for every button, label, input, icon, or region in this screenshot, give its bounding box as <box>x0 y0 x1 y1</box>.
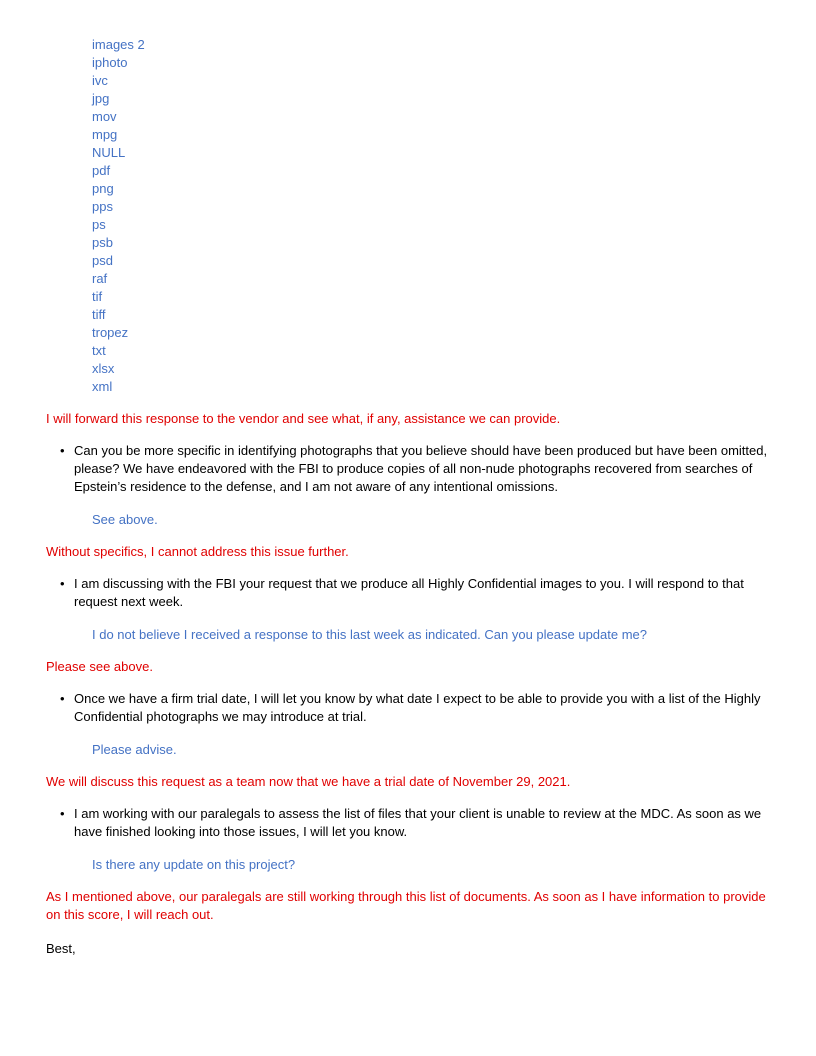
list-item: mpg <box>92 127 118 142</box>
bullet-text: I am working with our paralegals to assess the list of files that your client is unable to review at the MDC. As soon as we have finished looking into those issues, I will let you know. <box>74 806 762 839</box>
list-item: tif <box>92 289 103 304</box>
list-item: psb <box>92 235 113 250</box>
list-item: mov <box>92 109 117 124</box>
list-item: pdf <box>92 163 111 178</box>
bullet-glyph: • <box>60 691 65 706</box>
response-paragraph: We will discuss this request as a team now that we have a trial date of November 29, 2021. <box>46 774 571 789</box>
list-item: raf <box>92 271 108 286</box>
reply-paragraph: Please advise. <box>92 742 177 757</box>
list-item: txt <box>92 343 106 358</box>
reply-paragraph: See above. <box>92 512 158 527</box>
list-item: tropez <box>92 325 129 340</box>
list-item: jpg <box>92 91 110 106</box>
bullet-item <box>46 690 768 726</box>
bullet-item <box>46 805 768 841</box>
list-item: iphoto <box>92 55 128 70</box>
list-item: ps <box>92 217 106 232</box>
sign-off: Best, <box>46 941 76 956</box>
response-paragraph: Please see above. <box>46 659 153 674</box>
file-extension-list <box>46 36 768 396</box>
reply-paragraph: I do not believe I received a response to this last week as indicated. Can you please update me? <box>92 627 648 642</box>
list-item: pps <box>92 199 113 214</box>
reply-paragraph: Is there any update on this project? <box>92 857 296 872</box>
list-item: png <box>92 181 114 196</box>
bullet-text: Once we have a firm trial date, I will let you know by what date I expect to be able to provide you with a list of the Highly Confidential photographs we may introduce at trial. <box>74 691 761 724</box>
bullet-glyph: • <box>60 806 65 821</box>
list-item: images 2 <box>92 37 145 52</box>
bullet-glyph: • <box>60 443 65 458</box>
response-paragraph: As I mentioned above, our paralegals are still working through this list of documents. As soon as I have information to provide on this score, I will reach out. <box>46 889 766 922</box>
response-paragraph: Without specifics, I cannot address this issue further. <box>46 544 349 559</box>
list-item: NULL <box>92 145 126 160</box>
list-item: xml <box>92 379 113 394</box>
response-paragraph: I will forward this response to the vendor and see what, if any, assistance we can provide. <box>46 411 561 426</box>
list-item: psd <box>92 253 113 268</box>
bullet-item <box>46 575 768 611</box>
bullet-item <box>46 442 768 496</box>
list-item: ivc <box>92 73 108 88</box>
bullet-text: Can you be more specific in identifying photographs that you believe should have been produced but have been omitted, please? We have endeavored with the FBI to produce copies of all non-nude photographs recovered from searches of Epstein’s residence to the defense, and I am not aware of any intentional omissions. <box>74 443 768 494</box>
bullet-glyph: • <box>60 576 65 591</box>
bullet-text: I am discussing with the FBI your request that we produce all Highly Confidential images to you. I will respond to that request next week. <box>74 576 744 609</box>
list-item: tiff <box>92 307 106 322</box>
list-item: xlsx <box>92 361 115 376</box>
